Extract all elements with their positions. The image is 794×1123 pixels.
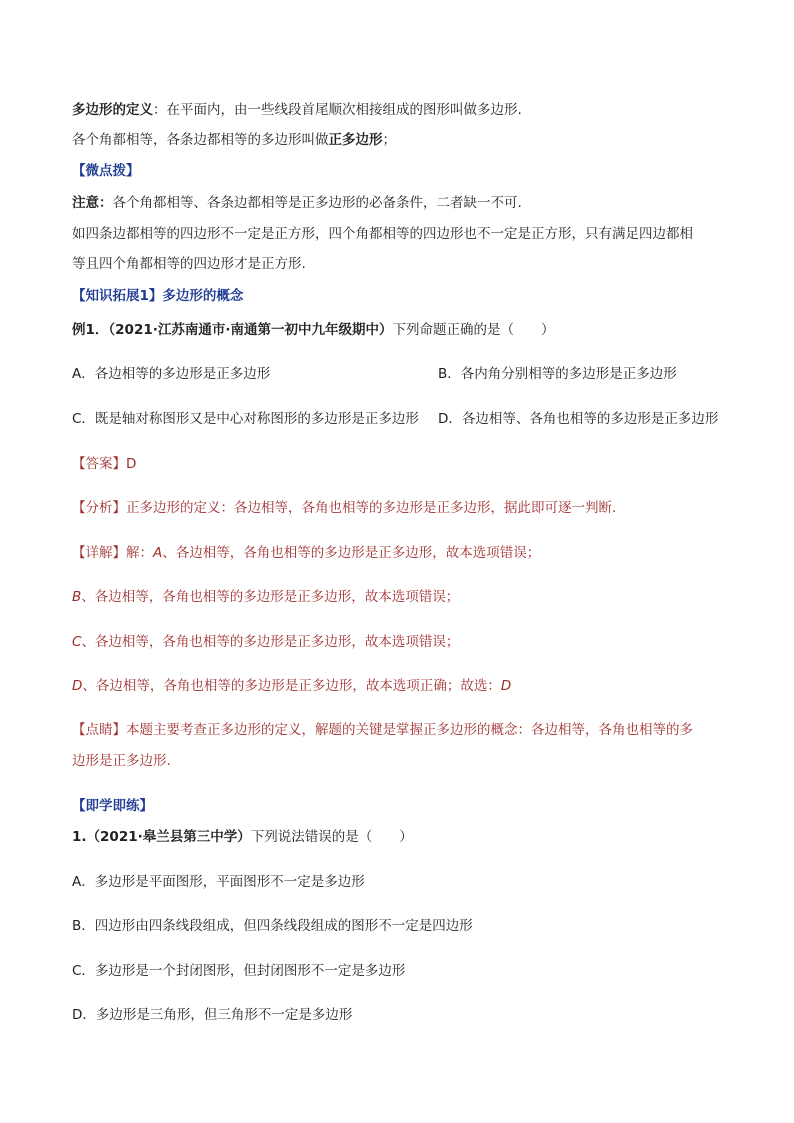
detail-text-a: 、各边相等，各角也相等的多边形是正多边形，故本选项错误；	[162, 545, 541, 561]
practice1-number: 1.	[72, 829, 87, 845]
definition-term: 多边形的定义	[72, 102, 153, 118]
practice1-text: 下列说法错误的是（ ）	[250, 829, 413, 845]
detail-label: 【详解】	[72, 545, 126, 561]
regular-def-text: 各个角都相等，各条边都相等的多边形叫做	[72, 132, 329, 148]
detail-line-b	[72, 588, 459, 606]
answer-value: D	[126, 456, 137, 472]
detail-line-c	[72, 633, 459, 651]
regular-def-tail: ；	[382, 132, 396, 148]
answer-label: 【答案】	[72, 456, 126, 472]
detail-line-d	[72, 677, 511, 695]
practice1-option-a: A．多边形是平面图形，平面图形不一定是多边形	[72, 874, 365, 890]
practice1-option-d: D．多边形是三角形，但三角形不一定是多边形	[72, 1007, 353, 1023]
practice1-source: （2021·皋兰县第三中学）	[86, 829, 251, 845]
comment-text-1: 本题主要考查正多边形的定义，解题的关键是掌握正多边形的概念：各边相等，各角也相等的多	[126, 722, 693, 738]
comment-label: 【点睛】	[72, 722, 126, 738]
detail-text-d: 、各边相等，各角也相等的多边形是正多边形，故本选项正确；故选：	[82, 678, 501, 694]
analysis-line	[72, 499, 616, 517]
example-line-2: 等且四个角都相等的四边形才是正方形.	[72, 256, 306, 272]
comment-line-2: 边形是正多边形.	[72, 753, 171, 769]
practice-heading: 【即学即练】	[72, 798, 153, 814]
detail-letter-d: D	[72, 678, 83, 694]
example1-source: （2021·江苏南通市·南通第一初中九年级期中）	[108, 322, 393, 338]
example-line-1: 如四条边都相等的四边形不一定是正方形，四个角都相等的四边形也不一定是正方形，只有满足四边都相	[72, 226, 693, 242]
answer-line	[72, 455, 136, 473]
polygon-definition	[72, 101, 522, 119]
example1-option-c: C．既是轴对称图形又是中心对称图形的多边形是正多边形	[72, 411, 419, 427]
regular-def-term: 正多边形	[328, 132, 383, 148]
detail-letter-b: B	[72, 589, 82, 605]
regular-polygon-definition	[72, 131, 396, 149]
analysis-text: 正多边形的定义：各边相等，各角也相等的多边形是正多边形，据此即可逐一判断.	[126, 500, 617, 516]
detail-letter-c: C	[72, 634, 82, 650]
practice1-option-c: C．多边形是一个封闭图形，但封闭图形不一定是多边形	[72, 963, 406, 979]
detail-line-a	[72, 544, 540, 562]
practice1-question	[72, 828, 413, 846]
tip-heading: 【微点拨】	[72, 163, 140, 179]
detail-text-b: 、各边相等，各角也相等的多边形是正多边形，故本选项错误；	[81, 589, 460, 605]
detail-text-c: 、各边相等，各角也相等的多边形是正多边形，故本选项错误；	[81, 634, 460, 650]
detail-answer-d: D	[500, 678, 512, 694]
comment-line-1	[72, 721, 693, 739]
example1-prefix: 例1．	[72, 322, 109, 338]
definition-text: ：在平面内，由一些线段首尾顺次相接组成的图形叫做多边形.	[153, 102, 522, 118]
example1-option-d: D．各边相等、各角也相等的多边形是正多边形	[438, 411, 719, 427]
example1-option-a: A．各边相等的多边形是正多边形	[72, 366, 271, 382]
note-text: 各个角都相等、各条边都相等是正多边形的必备条件，二者缺一不可.	[112, 195, 522, 211]
note-line	[72, 194, 522, 212]
detail-letter-a: A	[153, 545, 163, 561]
example1-option-b: B．各内角分别相等的多边形是正多边形	[438, 366, 677, 382]
example1-text: 下列命题正确的是（ ）	[392, 322, 555, 338]
note-label: 注意：	[72, 195, 113, 211]
analysis-label: 【分析】	[72, 500, 126, 516]
practice1-option-b: B．四边形由四条线段组成，但四条线段组成的图形不一定是四边形	[72, 918, 473, 934]
extension-heading: 【知识拓展1】多边形的概念	[72, 288, 244, 304]
detail-prefix: 解：	[126, 545, 153, 561]
example1-question	[72, 321, 555, 339]
